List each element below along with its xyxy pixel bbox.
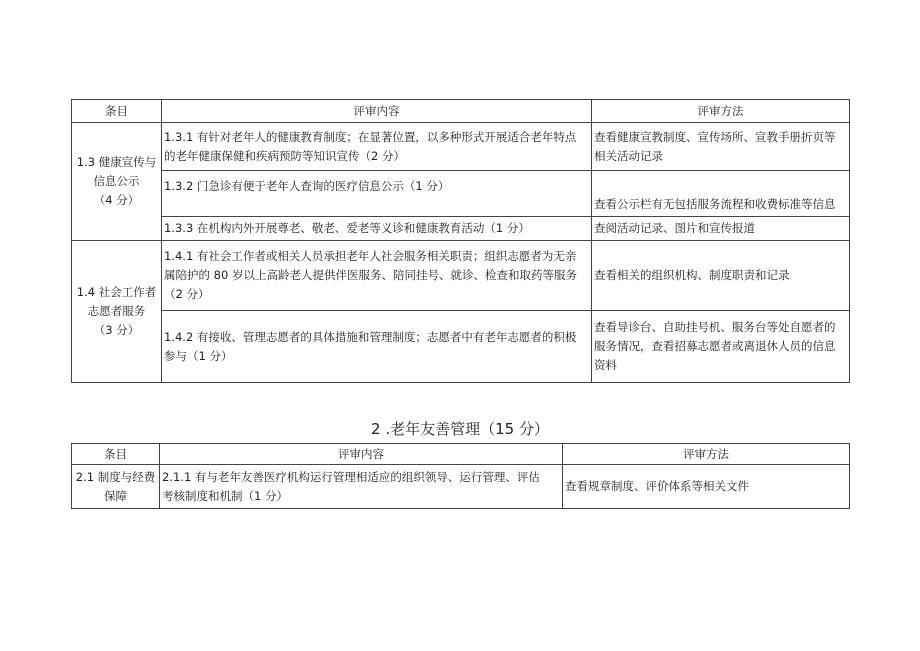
method-cell-1-3-3 [592,217,850,241]
category-cell-2-1 [72,465,160,509]
content-text: 1.4.2 有接收、管理志愿者的具体措施和管理制度；志愿者中有老年志愿者的积极 [164,329,577,344]
category-text: 保障 [104,488,127,503]
method-text: 查阅活动记录、图片和宣传报道 [594,221,755,235]
content-text: 1.4.1 有社会工作者或相关人员承担老年人社会服务相关职责；组织志愿者为无亲 [164,249,577,263]
table-row [72,465,850,509]
category-score: （4 分） [93,193,140,207]
content-text: 1.3.3 在机构内外开展尊老、敬老、爱老等义诊和健康教育活动（1 分） [164,221,530,235]
category-text: 1.4 社会工作者 [76,285,157,299]
content-cell-1-4-1 [162,241,592,311]
content-cell-1-3-3 [162,217,592,241]
method-text: 相关活动记录 [594,148,663,163]
header-category: 条目 [72,444,160,465]
header-category: 条目 [72,100,162,123]
method-cell-2-1-1 [563,465,850,509]
section-title: 2 .老年友善管理（15 分） [371,420,549,438]
category-text: 志愿者服务 [87,304,146,318]
method-cell-1-4-1 [592,241,850,311]
content-cell-1-4-2 [162,311,592,383]
table-row [72,123,850,171]
method-text: 查看健康宣教制度、宣传场所、宣教手册折页等 [594,129,836,144]
category-text: 1.3 健康宣传与 [76,155,157,169]
content-text: 2.1.1 有与老年友善医疗机构运行管理相适应的组织领导、运行管理、评估 [162,469,540,484]
table-header-row [72,444,850,465]
content-cell-1-3-2 [162,171,592,217]
header-content: 评审内容 [162,100,592,123]
content-cell-2-1-1 [160,465,563,509]
content-text: 属陪护的 80 岁以上高龄老人提供伴医服务、陪同挂号、就诊、检查和取药等服务 [164,268,577,282]
content-text: 1.3.2 门急诊有便于老年人查询的医疗信息公示（1 分） [164,179,450,193]
evaluation-table-1 [71,99,850,383]
category-cell-1-4 [72,241,162,383]
content-text: （2 分） [164,287,210,301]
method-cell-1-4-2 [592,311,850,383]
method-text: 服务情况，查看招募志愿者或离退休人员的信息 [594,339,836,353]
category-cell-1-3 [72,123,162,241]
method-cell-1-3-2 [592,171,850,217]
method-text: 查看相关的组织机构、制度职责和记录 [594,268,790,282]
content-text: 的老年健康保健和疾病预防等知识宣传（2 分） [164,148,405,163]
table-header-row [72,100,850,123]
method-cell-1-3-1 [592,123,850,171]
content-text: 考核制度和机制（1 分） [162,488,288,503]
method-text: 查看规章制度、评价体系等相关文件 [565,479,749,493]
header-content: 评审内容 [160,444,563,465]
category-text: 2.1 制度与经费 [75,469,156,484]
header-method: 评审方法 [592,100,850,123]
category-score: （3 分） [93,323,140,337]
category-text: 信息公示 [93,174,140,188]
table-row [72,171,850,217]
evaluation-table-2 [71,443,850,509]
table-row [72,217,850,241]
method-text: 资料 [594,358,617,372]
method-text: 查看导诊台、自助挂号机、服务台等处自愿者的 [594,320,836,334]
content-cell-1-3-1 [162,123,592,171]
method-text: 查看公示栏有无包括服务流程和收费标准等信息 [594,197,836,211]
content-text: 参与（1 分） [164,348,233,363]
header-method: 评审方法 [563,444,850,465]
table-row [72,241,850,311]
content-text: 1.3.1 有针对老年人的健康教育制度；在显著位置，以多种形式开展适合老年特点 [164,129,577,144]
table-row [72,311,850,383]
